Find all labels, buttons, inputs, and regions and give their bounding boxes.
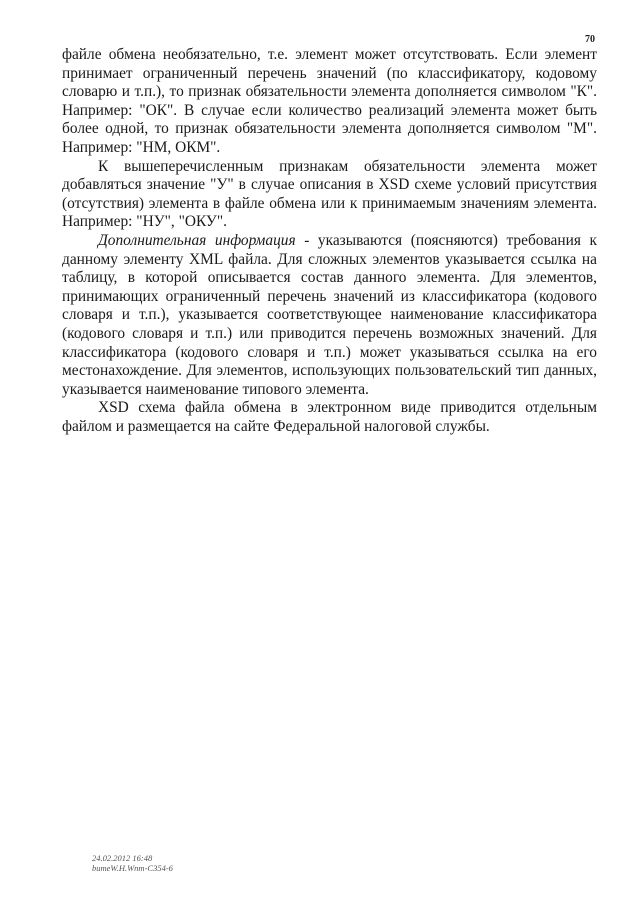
term-additional-info: Дополнительная информация <box>98 231 296 249</box>
stamp-date: 24.02.2012 16:48 <box>92 853 153 863</box>
footer-stamp <box>92 853 173 873</box>
paragraph-additional-value: К вышеперечисленным признакам обязательности элемента может добавляться значение "У" в случае описания в XSD схеме условий присутствия (отсутствия) элемента в файле обмена или к принимаемым значениям элемента. Например: "НУ", "ОКУ". <box>62 157 597 231</box>
document-body <box>62 46 597 436</box>
paragraph-xsd-schema: XSD схема файла обмена в электронном виде приводится отдельным файлом и размещается на сайте Федеральной налоговой службы. <box>62 399 597 435</box>
stamp-path: bumeW.H.Wnm-C354-6 <box>92 863 173 873</box>
paragraph-additional-info <box>62 232 597 399</box>
paragraph-additional-info-text: - указываются (поясняются) требования к данному элементу XML файла. Для сложных элементов указывается ссылка на таблицу, в которой описывается состав данного элемента. Для элементов, принимающих ограниченный перечень значений из классификатора (кодового словаря и т.п.), указывается соответствующее наименование классификатора (кодового словаря и т.п.) или приводится перечень возможных значений. Для классификатора (кодового словаря и т.п.) может указываться ссылка на его местонахождение. Для элементов, использующих пользовательский тип данных, указывается наименование типового элемента. <box>62 231 597 398</box>
page-number: 70 <box>585 34 595 45</box>
paragraph-continuation: файле обмена необязательно, т.е. элемент может отсутствовать. Если элемент принимает ограниченный перечень значений (по классификатору, кодовому словарю и т.п.), то признак обязательности элемента дополняется символом "К". Например: "ОК". В случае если количество реализаций элемента может быть более одной, то признак обязательности элемента дополняется символом "М". Например: "НМ, ОКМ". <box>62 46 597 156</box>
